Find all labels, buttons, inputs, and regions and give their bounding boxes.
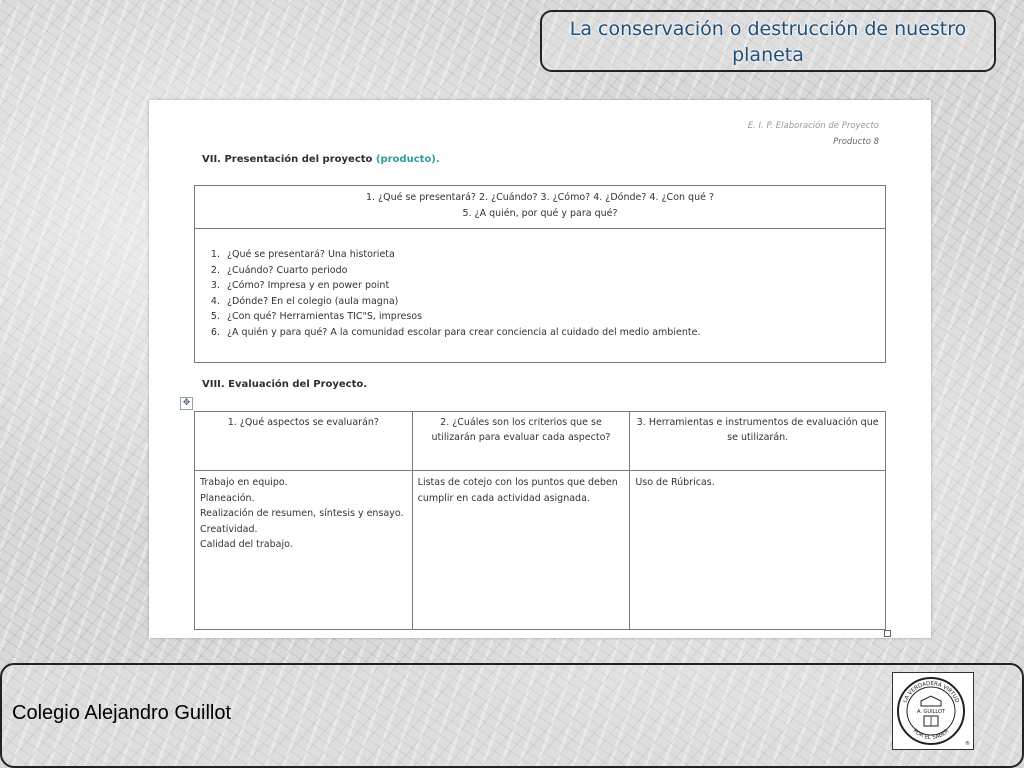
school-name: Colegio Alejandro Guillot [12, 702, 232, 724]
svg-text:A. GUILLOT: A. GUILLOT [917, 709, 945, 715]
document-page [149, 100, 931, 638]
aspect-item: Planeación. [200, 492, 255, 504]
section-8-title: VIII. Evaluación del Proyecto. [202, 379, 368, 390]
table-cell-criteria: Listas de cotejo con los puntos que deben cumplir en cada actividad asignada. [412, 471, 630, 630]
answer-item: 3. ¿Cómo? Impresa y en power point [223, 278, 885, 294]
header-line-2: Producto 8 [833, 137, 879, 147]
answer-item: 1. ¿Qué se presentará? Una historieta [223, 247, 885, 263]
section-7-title [202, 154, 440, 165]
aspect-item: Creatividad. [200, 523, 258, 535]
table-header-row [195, 412, 886, 471]
section-7-title-accent: (producto). [375, 154, 440, 165]
section-7-title-text: VII. Presentación del proyecto [202, 154, 373, 165]
school-seal-logo [892, 672, 974, 750]
table-resize-handle[interactable] [884, 630, 891, 637]
questions-line-1: 1. ¿Qué se presentará? 2. ¿Cuándo? 3. ¿Cómo? 4. ¿Dónde? 4. ¿Con qué ? [365, 192, 715, 203]
table-header-cell: 3. Herramientas e instrumentos de evaluación que se utilizarán. [630, 412, 886, 471]
aspect-item: Realización de resumen, síntesis y ensayo. [200, 508, 404, 519]
table-row [195, 471, 886, 630]
table-header-cell: 1. ¿Qué aspectos se evaluarán? [195, 412, 413, 471]
answer-item: 2. ¿Cuándo? Cuarto periodo [223, 263, 885, 279]
aspect-item: Calidad del trabajo. [200, 539, 293, 550]
table-cell-aspects [195, 471, 413, 630]
evaluation-table [194, 411, 886, 630]
answers-list [195, 229, 885, 340]
presentation-questions [195, 186, 885, 229]
answer-item: 4. ¿Dónde? En el colegio (aula magna) [223, 294, 885, 310]
document-header [748, 118, 879, 150]
questions-line-2: 5. ¿A quién, por qué y para qué? [462, 208, 618, 219]
table-header-cell: 2. ¿Cuáles son los criterios que se utilizarán para evaluar cada aspecto? [412, 412, 630, 471]
presentation-box [194, 185, 886, 363]
slide-title: La conservación o destrucción de nuestro planeta [569, 18, 967, 66]
seal-icon [893, 673, 973, 749]
header-line-1: E. I. P. Elaboración de Proyecto [747, 121, 879, 131]
answer-item: 6. ¿A quién y para qué? A la comunidad escolar para crear conciencia al cuidado del medio ambiente. [223, 325, 885, 341]
svg-text:®: ® [965, 741, 970, 747]
table-move-handle-icon[interactable]: ✥ [180, 397, 193, 410]
slide-title-box [540, 10, 996, 72]
svg-text:LA VERDADERA VIRTUD: LA VERDADERA VIRTUD [902, 680, 960, 704]
table-cell-tools: Uso de Rúbricas. [630, 471, 886, 630]
answer-item: 5. ¿Con qué? Herramientas TIC"S, impresos [223, 309, 885, 325]
svg-text:POR EL SABER: POR EL SABER [911, 728, 951, 742]
aspect-item: Trabajo en equipo. [200, 477, 288, 488]
